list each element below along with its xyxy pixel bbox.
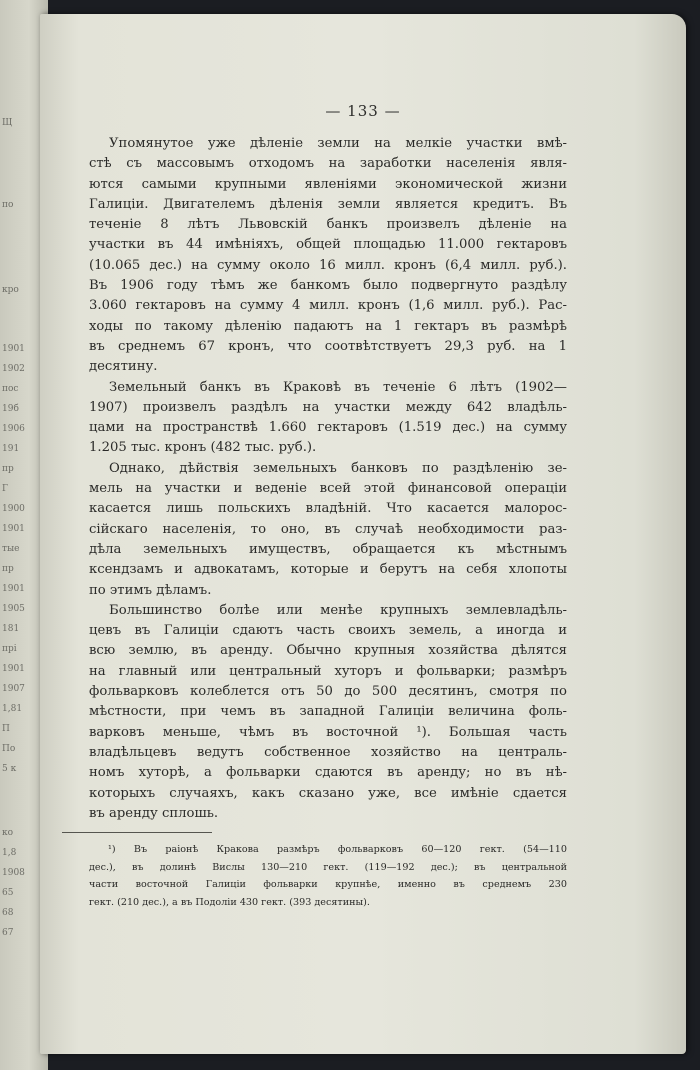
text-line: 3.060 гектаровъ на сумму 4 милл. кронъ (1,6 милл. руб.). Рас- xyxy=(89,298,567,314)
text-line: мѣстности, при чемъ въ западной Галиціи величина фоль- xyxy=(89,704,567,720)
text-line: 1907) произвелъ раздѣлъ на участки между 642 владѣль- xyxy=(89,399,567,415)
left-page-fragment: 1908 xyxy=(2,868,25,878)
text-line: касается лишь польскихъ владѣній. Что касается малорос- xyxy=(89,501,567,517)
text-line: Земельный банкъ въ Краковѣ въ теченіе 6 лѣтъ (1902— xyxy=(109,379,567,395)
left-page-fragment: тые xyxy=(2,544,20,554)
text-line: десятину. xyxy=(89,359,158,375)
text-line: варковъ меньше, чѣмъ въ восточной ¹). Большая часть xyxy=(89,724,567,740)
left-page-fragment: 19б xyxy=(2,404,19,414)
text-line: мель на участки и веденіе всей этой финансовой операціи xyxy=(89,481,567,497)
left-page-fragment: 67 xyxy=(2,928,14,938)
text-line: по этимъ дѣламъ. xyxy=(89,582,212,598)
footnote-rule xyxy=(62,832,212,833)
left-page-fragment: пос xyxy=(2,384,19,394)
left-page-fragment: 1,8 xyxy=(2,848,17,858)
left-page-fragment: пр xyxy=(2,464,14,474)
footnote-line: гект. (210 дес.), а въ Подоліи 430 гект. (393 десятины). xyxy=(89,896,370,908)
left-page-fragment: пр xyxy=(2,564,14,574)
left-page-fragment: По xyxy=(2,744,16,754)
left-page-fragment: 1905 xyxy=(2,604,25,614)
text-line: которыхъ случаяхъ, какъ сказано уже, все имѣніе сдается xyxy=(89,785,567,801)
page-number: — 133 — xyxy=(325,102,401,120)
text-line: Галиціи. Двигателемъ дѣленія земли является кредитъ. Въ xyxy=(89,196,567,212)
left-page-fragment: 1901 xyxy=(2,664,25,674)
left-page-fragment: 1,81 xyxy=(2,704,23,714)
left-page-fragment: 191 xyxy=(2,444,20,454)
text-line: номъ хуторѣ, а фольварки сдаются въ аренду; но въ нѣ- xyxy=(89,765,567,781)
text-line: (10.065 дес.) на сумму около 16 милл. кронъ (6,4 милл. руб.). xyxy=(89,257,567,273)
left-page-fragment: 181 xyxy=(2,624,20,634)
text-line: 1.205 тыс. кронъ (482 тыс. руб.). xyxy=(89,440,317,456)
text-line: цевъ въ Галиціи сдаютъ часть своихъ земель, а иногда и xyxy=(89,623,567,639)
left-page-fragment: 1900 xyxy=(2,504,25,514)
text-line: теченіе 8 лѣтъ Львовскій банкъ произвелъ дѣленіе на xyxy=(89,217,567,233)
text-line: ходы по такому дѣленію падаютъ на 1 гектаръ въ размѣрѣ xyxy=(89,318,567,334)
text-line: фольварковъ колеблется отъ 50 до 500 десятинъ, смотря по xyxy=(89,684,567,700)
text-line: владѣльцевъ ведутъ собственное хозяйство на централь- xyxy=(89,744,567,760)
text-line: Большинство болѣе или менѣе крупныхъ землевладѣль- xyxy=(109,602,567,618)
left-page-fragment: ко xyxy=(2,828,14,838)
text-line: Упомянутое уже дѣленіе земли на мелкіе участки вмѣ- xyxy=(109,136,567,151)
book-page xyxy=(40,14,686,1054)
text-line: ксендзамъ и адвокатамъ, которые и берутъ на себя хлопоты xyxy=(89,562,567,578)
left-page-fragment: 1901 xyxy=(2,584,25,594)
text-line: цами на пространствѣ 1.660 гектаровъ (1.519 дес.) на сумму xyxy=(89,420,567,436)
left-page-fragment: 5 к xyxy=(2,764,17,774)
left-page-fragment: 1906 xyxy=(2,424,25,434)
left-page-fragment: Щ xyxy=(2,118,13,128)
text-line: въ среднемъ 67 кронъ, что соотвѣтствуетъ 29,3 руб. на 1 xyxy=(89,338,567,354)
text-line: дѣла земельныхъ имуществъ, обращается къ мѣстнымъ xyxy=(89,541,567,557)
body-text xyxy=(89,134,567,824)
left-page-fragment: прі xyxy=(2,644,17,654)
text-line: ются самыми крупными явленіями экономической жизни xyxy=(89,176,567,192)
left-page-fragment: 68 xyxy=(2,908,14,918)
left-page-fragment: 1907 xyxy=(2,684,25,694)
text-line: стѣ съ массовымъ отходомъ на заработки населенія явля- xyxy=(89,156,567,172)
footnote-line: части восточной Галиціи фольварки крупнѣе, именно въ среднемъ 230 xyxy=(89,879,567,890)
text-line: участки въ 44 имѣніяхъ, общей площадью 11.000 гектаровъ xyxy=(89,237,567,253)
left-page-fragment: 65 xyxy=(2,888,14,898)
left-page-fragment: Г xyxy=(2,484,8,494)
text-line: Въ 1906 году тѣмъ же банкомъ было подвергнуто раздѣлу xyxy=(89,278,567,294)
left-page-fragment: 1901 xyxy=(2,344,25,354)
text-line: всю землю, въ аренду. Обычно крупныя хозяйства дѣлятся xyxy=(89,643,567,659)
text-line: въ аренду сплошь. xyxy=(89,805,219,821)
footnote xyxy=(89,841,567,911)
text-line: на главный или центральный хуторъ и фольварки; размѣръ xyxy=(89,663,567,679)
left-page-fragment: кро xyxy=(2,285,19,295)
left-page-fragment: П xyxy=(2,724,10,734)
left-page-fragment: по xyxy=(2,200,14,210)
text-line: Однако, дѣйствія земельныхъ банковъ по раздѣленію зе- xyxy=(109,460,567,476)
text-line: сійскаго населенія, то оно, въ случаѣ необходимости раз- xyxy=(89,521,567,537)
left-page-fragment: 1901 xyxy=(2,524,25,534)
footnote-line: ¹) Въ раіонѣ Кракова размѣръ фольварковъ 60—120 гект. (54—110 xyxy=(108,844,567,855)
left-page-fragment: 1902 xyxy=(2,364,25,374)
footnote-line: дес.), въ долинѣ Вислы 130—210 гект. (119—192 дес.); въ центральной xyxy=(89,861,567,873)
